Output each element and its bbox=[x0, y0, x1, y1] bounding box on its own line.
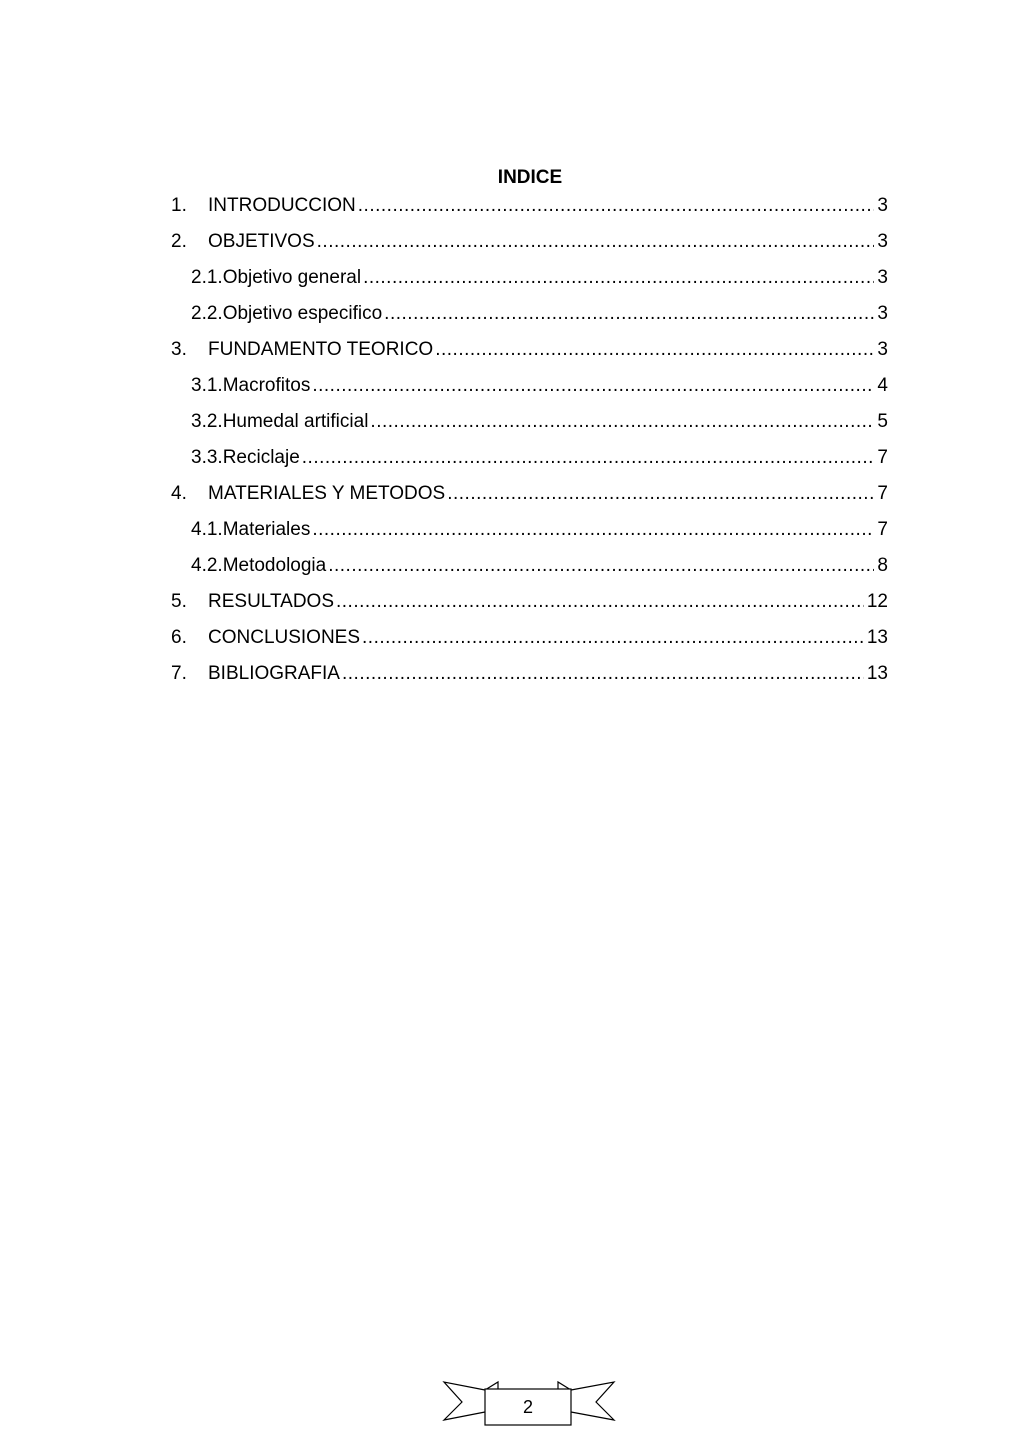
toc-entry-objetivo-general[interactable] bbox=[171, 263, 888, 299]
toc-entry-number: 6. bbox=[171, 627, 187, 648]
toc-entry-label: FUNDAMENTO TEORICO bbox=[208, 339, 434, 360]
toc-dot-leader bbox=[336, 587, 864, 617]
toc-entry-bibliografia[interactable] bbox=[171, 659, 888, 695]
toc-entry-macrofitos[interactable] bbox=[171, 371, 888, 407]
toc-entry-label: 3.3.Reciclaje bbox=[191, 447, 300, 468]
toc-dot-leader bbox=[370, 407, 874, 437]
toc-entry-humedal-artificial[interactable] bbox=[171, 407, 888, 443]
toc-entry-number: 4. bbox=[171, 483, 187, 504]
toc-entry-page: 13 bbox=[866, 627, 888, 648]
toc-entry-fundamento-teorico[interactable] bbox=[171, 335, 888, 371]
toc-entry-materiales-y-metodos[interactable] bbox=[171, 479, 888, 515]
toc-dot-leader bbox=[317, 227, 875, 257]
toc-dot-leader bbox=[312, 515, 874, 545]
table-of-contents bbox=[171, 191, 888, 695]
toc-entry-label: BIBLIOGRAFIA bbox=[208, 663, 340, 684]
toc-dot-leader bbox=[447, 479, 874, 509]
toc-entry-label: RESULTADOS bbox=[208, 591, 334, 612]
toc-entry-number: 5. bbox=[171, 591, 187, 612]
toc-entry-conclusiones[interactable] bbox=[171, 623, 888, 659]
toc-entry-resultados[interactable] bbox=[171, 587, 888, 623]
toc-entry-page: 8 bbox=[877, 555, 888, 576]
toc-entry-label: INTRODUCCION bbox=[208, 195, 356, 216]
toc-entry-number: 2. bbox=[171, 231, 187, 252]
toc-dot-leader bbox=[312, 371, 874, 401]
toc-dot-leader bbox=[384, 299, 874, 329]
toc-entry-page: 7 bbox=[877, 447, 888, 468]
toc-entry-page: 4 bbox=[877, 375, 888, 396]
toc-entry-label: 2.2.Objetivo especifico bbox=[191, 303, 383, 324]
page-number: 2 bbox=[522, 1397, 533, 1417]
toc-entry-page: 3 bbox=[877, 339, 888, 360]
toc-dot-leader bbox=[362, 623, 864, 653]
toc-entry-page: 3 bbox=[877, 303, 888, 324]
toc-entry-objetivo-especifico[interactable] bbox=[171, 299, 888, 335]
toc-entry-label: OBJETIVOS bbox=[208, 231, 315, 252]
page-title: INDICE bbox=[497, 167, 563, 188]
toc-dot-leader bbox=[435, 335, 874, 365]
toc-entry-number: 3. bbox=[171, 339, 187, 360]
page-number-badge bbox=[440, 1378, 618, 1430]
toc-entry-label: 4.1.Materiales bbox=[191, 519, 311, 540]
toc-entry-reciclaje[interactable] bbox=[171, 443, 888, 479]
toc-entry-metodologia[interactable] bbox=[171, 551, 888, 587]
toc-entry-objetivos[interactable] bbox=[171, 227, 888, 263]
toc-dot-leader bbox=[302, 443, 875, 473]
toc-entry-label: 3.1.Macrofitos bbox=[191, 375, 311, 396]
toc-entry-page: 7 bbox=[877, 519, 888, 540]
toc-entry-number: 1. bbox=[171, 195, 187, 216]
toc-entry-page: 13 bbox=[866, 663, 888, 684]
toc-entry-materiales[interactable] bbox=[171, 515, 888, 551]
toc-entry-page: 7 bbox=[877, 483, 888, 504]
toc-entry-page: 3 bbox=[877, 195, 888, 216]
toc-entry-page: 5 bbox=[877, 411, 888, 432]
toc-entry-label: 2.1.Objetivo general bbox=[191, 267, 362, 288]
toc-entry-label: 4.2.Metodologia bbox=[191, 555, 327, 576]
toc-dot-leader bbox=[363, 263, 874, 293]
toc-entry-introduccion[interactable] bbox=[171, 191, 888, 227]
toc-entry-label: CONCLUSIONES bbox=[208, 627, 361, 648]
toc-entry-label: MATERIALES Y METODOS bbox=[208, 483, 446, 504]
toc-dot-leader bbox=[358, 191, 875, 221]
toc-entry-label: 3.2.Humedal artificial bbox=[191, 411, 369, 432]
toc-entry-number: 7. bbox=[171, 663, 187, 684]
toc-dot-leader bbox=[342, 659, 864, 689]
toc-dot-leader bbox=[328, 551, 874, 581]
toc-entry-page: 3 bbox=[877, 231, 888, 252]
toc-entry-page: 3 bbox=[877, 267, 888, 288]
toc-entry-page: 12 bbox=[866, 591, 888, 612]
